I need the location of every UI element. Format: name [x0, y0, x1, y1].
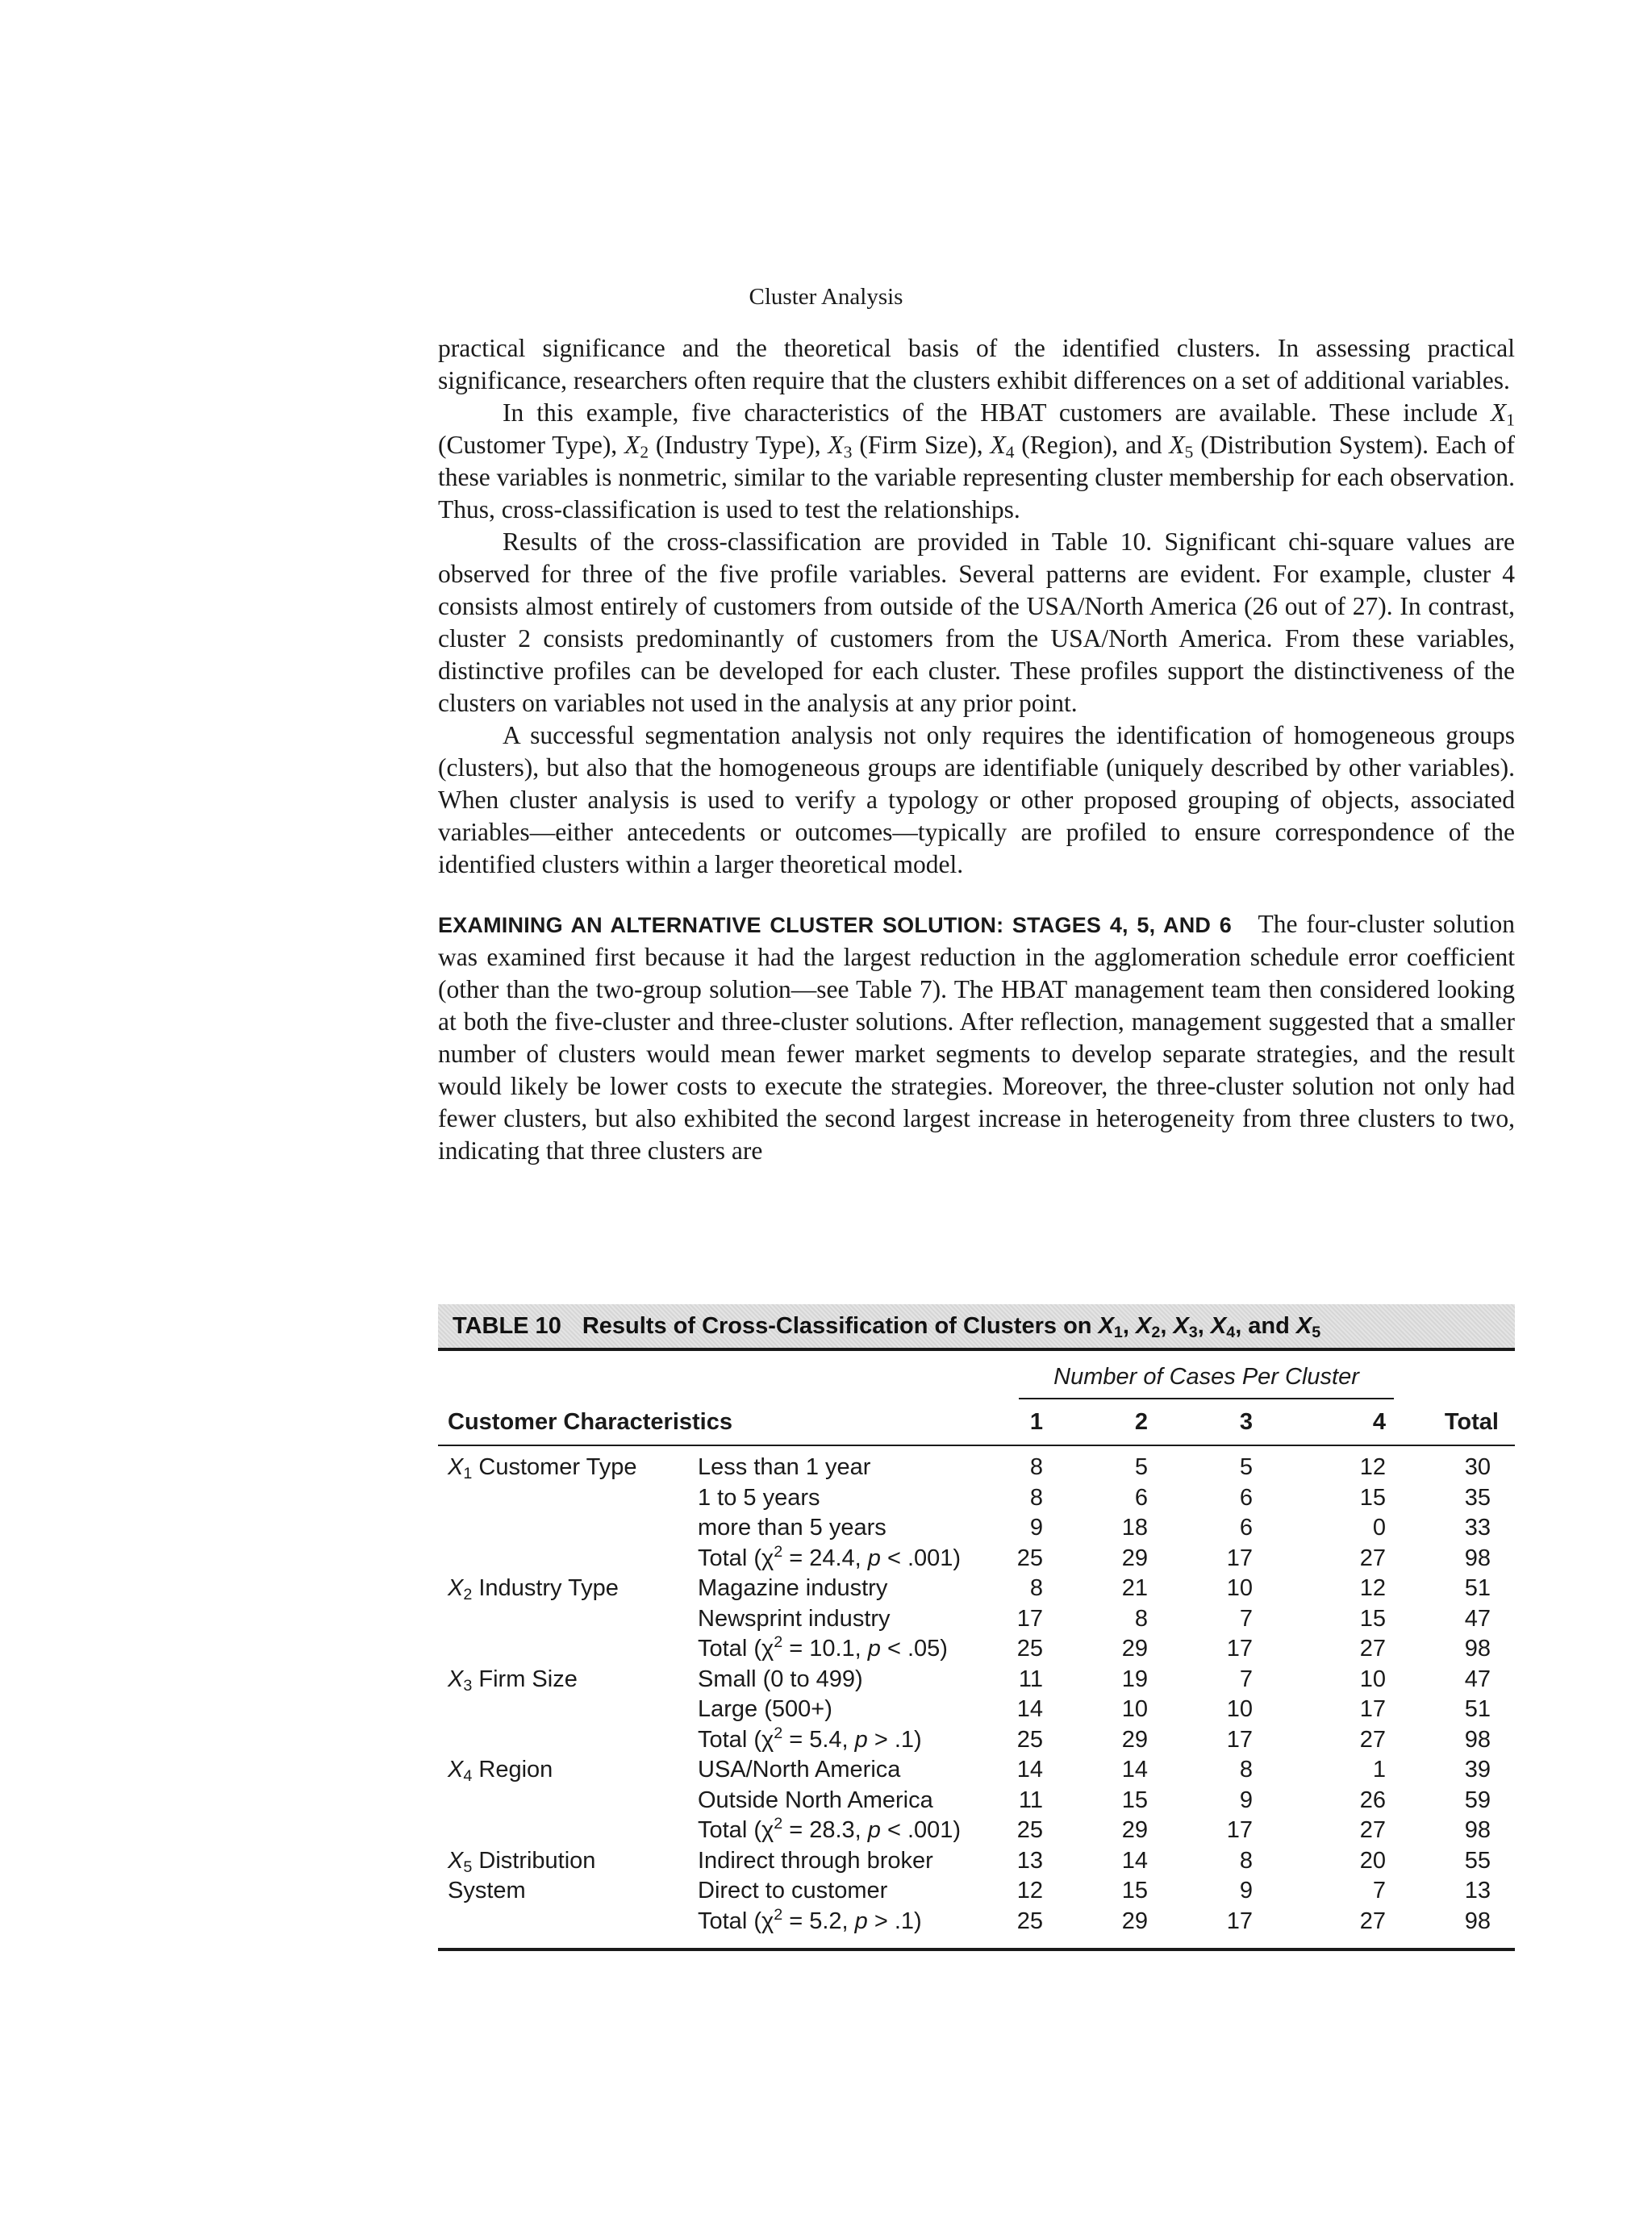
table-number: TABLE 10	[453, 1313, 561, 1339]
paragraph-2-text-1: (Customer Type),	[438, 431, 625, 459]
cell-total: 98	[1464, 1545, 1491, 1571]
cell-cluster-1: 14	[1016, 1696, 1043, 1722]
var-x2: X	[624, 431, 640, 459]
var-x5: X	[1169, 431, 1185, 459]
var-x4: X	[990, 431, 1006, 459]
body-text	[438, 332, 1515, 1167]
cell-total: 51	[1464, 1696, 1491, 1722]
cell-cluster-1: 25	[1016, 1636, 1043, 1662]
table-10	[438, 1304, 1515, 1951]
cell-cluster-2: 29	[1121, 1817, 1148, 1843]
cell-cluster-2: 29	[1121, 1636, 1148, 1662]
cell-cluster-4: 15	[1359, 1605, 1386, 1632]
cell-total: 47	[1464, 1605, 1491, 1632]
spanner-header: Number of Cases Per Cluster	[1053, 1364, 1359, 1390]
section-heading: EXAMINING AN ALTERNATIVE CLUSTER SOLUTION: STAGES 4, 5, AND 6	[438, 913, 1232, 937]
cell-cluster-2: 29	[1121, 1545, 1148, 1571]
table-row	[438, 1695, 1515, 1725]
col-header-1: 1	[1029, 1409, 1043, 1435]
cell-total: 51	[1464, 1575, 1491, 1601]
cell-total: 35	[1464, 1484, 1491, 1511]
cell-cluster-3: 8	[1239, 1757, 1253, 1783]
col-header-3: 3	[1239, 1409, 1253, 1435]
row-category-label: more than 5 years	[698, 1515, 886, 1541]
table-row	[438, 1574, 1515, 1604]
cell-cluster-3: 9	[1239, 1878, 1253, 1904]
cell-cluster-2: 29	[1121, 1726, 1148, 1753]
cell-cluster-4: 26	[1359, 1787, 1386, 1813]
cell-cluster-1: 8	[1029, 1454, 1043, 1480]
cell-cluster-2: 10	[1121, 1696, 1148, 1722]
cell-total: 33	[1464, 1515, 1491, 1541]
cell-cluster-4: 15	[1359, 1484, 1386, 1511]
cell-cluster-3: 8	[1239, 1847, 1253, 1874]
row-category-label: Total ($\chi^2 = 28.3$, p < .001)	[698, 1815, 962, 1843]
paragraph-3: Results of the cross-classification are provided in Table 10. Significant chi-square values are observed for three of the five profile variables. Several patterns are evident. For example, cluster 4 consists almost entirely of customers from outside of the USA/North America (26 out of 27). In contrast, cluster 2 consists predominantly of customers from the USA/North America. From these variables, distinctive profiles can be developed for each cluster. These profiles support the distinctiveness of the clusters on variables not used in the analysis at any prior point.	[438, 527, 1515, 717]
cell-total: 98	[1464, 1636, 1491, 1662]
row-category-label: Indirect through broker	[698, 1847, 933, 1874]
cell-cluster-1: 17	[1016, 1605, 1043, 1632]
row-category-label: Direct to customer	[698, 1878, 888, 1904]
cell-cluster-4: 12	[1359, 1575, 1386, 1601]
cell-cluster-2: 18	[1121, 1515, 1148, 1541]
cell-cluster-2: 8	[1134, 1605, 1148, 1632]
cell-cluster-4: 27	[1359, 1908, 1386, 1934]
row-category-label: USA/North America	[698, 1757, 901, 1783]
cell-cluster-4: 10	[1359, 1666, 1386, 1692]
cell-cluster-2: 5	[1134, 1454, 1148, 1480]
paragraph-2: In this example, five characteristics of the HBAT customers are available. These include $X_1$ (Customer Type), $X_2$ (Industry Type), $X_3$ (Firm Size), $X_4$ (Region), and $X_5$ (Distribution System). Each of these variables is nonmetric, similar to the variable representing cluster membership for each observation. Thus, cross-classification is used to test the relationships.	[438, 398, 1515, 523]
cell-cluster-4: 17	[1359, 1696, 1386, 1722]
row-category-label: Total ($\chi^2 = 24.4$, p < .001)	[698, 1542, 962, 1571]
table-header	[438, 1351, 1515, 1446]
table-row	[438, 1816, 1515, 1846]
table-row	[438, 1604, 1515, 1635]
table-row	[438, 1725, 1515, 1756]
col-header-2: 2	[1134, 1409, 1148, 1435]
cell-cluster-3: 10	[1226, 1696, 1253, 1722]
col-header-characteristics: Customer Characteristics	[448, 1409, 732, 1435]
cell-cluster-3: 9	[1239, 1787, 1253, 1813]
cell-total: 30	[1464, 1454, 1491, 1480]
cell-cluster-1: 25	[1016, 1726, 1043, 1753]
row-group-label: $X_2$ Industry Type	[448, 1575, 619, 1603]
spanner-rule	[1019, 1398, 1394, 1399]
cell-cluster-4: 1	[1372, 1757, 1386, 1783]
cell-cluster-1: 8	[1029, 1575, 1043, 1601]
cell-cluster-4: 27	[1359, 1726, 1386, 1753]
cell-cluster-3: 10	[1226, 1575, 1253, 1601]
cell-cluster-3: 6	[1239, 1484, 1253, 1511]
table-row	[438, 1786, 1515, 1816]
row-category-label: Newsprint industry	[698, 1605, 891, 1632]
paragraph-2-text-0: In this example, five characteristics of the HBAT customers are available. These include	[503, 398, 1491, 427]
cell-cluster-1: 11	[1018, 1787, 1043, 1813]
cell-cluster-2: 15	[1121, 1878, 1148, 1904]
table-row	[438, 1513, 1515, 1544]
paragraph-2-text-4: (Region), and	[1014, 431, 1170, 459]
table-row	[438, 1755, 1515, 1786]
cell-cluster-1: 12	[1016, 1878, 1043, 1904]
running-head: Cluster Analysis	[749, 284, 903, 310]
cell-cluster-3: 17	[1226, 1908, 1253, 1934]
col-header-4: 4	[1372, 1409, 1386, 1435]
cell-cluster-4: 0	[1372, 1515, 1386, 1541]
row-category-label: Total ($\chi^2 = 5.4$, p > .1)	[698, 1724, 922, 1753]
cell-cluster-3: 17	[1226, 1636, 1253, 1662]
cell-cluster-3: 6	[1239, 1515, 1253, 1541]
var-x3: X	[828, 431, 844, 459]
cell-cluster-2: 6	[1134, 1484, 1148, 1511]
cell-cluster-2: 21	[1121, 1575, 1148, 1601]
cell-cluster-3: 7	[1239, 1666, 1253, 1692]
table-row	[438, 1544, 1515, 1574]
row-category-label: Outside North America	[698, 1787, 933, 1813]
cell-cluster-4: 27	[1359, 1817, 1386, 1843]
cell-cluster-1: 11	[1018, 1666, 1043, 1692]
row-group-label: $X_3$ Firm Size	[448, 1666, 578, 1695]
table-row	[438, 1634, 1515, 1665]
cell-cluster-4: 20	[1359, 1847, 1386, 1874]
row-category-label: Large (500+)	[698, 1696, 832, 1722]
cell-cluster-1: 8	[1029, 1484, 1043, 1511]
paragraph-2-text-2: (Industry Type),	[649, 431, 828, 459]
cell-total: 98	[1464, 1908, 1491, 1934]
cell-cluster-1: 14	[1016, 1757, 1043, 1783]
cell-total: 47	[1464, 1666, 1491, 1692]
cell-cluster-1: 25	[1016, 1545, 1043, 1571]
cell-cluster-4: 12	[1359, 1454, 1386, 1480]
cell-cluster-3: 7	[1239, 1605, 1253, 1632]
row-category-label: Total ($\chi^2 = 10.1$, p < .05)	[698, 1633, 948, 1662]
cell-cluster-3: 17	[1226, 1545, 1253, 1571]
table-body	[438, 1446, 1515, 1951]
table-row	[438, 1846, 1515, 1877]
row-category-label: Less than 1 year	[698, 1454, 871, 1480]
table-row	[438, 1483, 1515, 1514]
paragraph-4: A successful segmentation analysis not only requires the identification of homogeneous groups (clusters), but also that the homogeneous groups are identifiable (uniquely described by other variables). When cluster analysis is used to verify a typology or other proposed grouping of objects, associated variables—either antecedents or outcomes—typically are profiled to ensure correspondence of the identified clusters within a larger theoretical model.	[438, 721, 1515, 878]
cell-cluster-4: 7	[1372, 1878, 1386, 1904]
cell-cluster-3: 17	[1226, 1726, 1253, 1753]
cell-cluster-3: 5	[1239, 1454, 1253, 1480]
paragraph-5	[438, 908, 1515, 1167]
row-category-label: Small (0 to 499)	[698, 1666, 863, 1692]
row-category-label: Magazine industry	[698, 1575, 888, 1601]
cell-total: 98	[1464, 1817, 1491, 1843]
paragraph-2-text-5: (Distribution System). Each of these variables is nonmetric, similar to the variable representing cluster membership for each observation. Thus, cross-classification is used to test the relationships.	[438, 431, 1515, 523]
cell-cluster-2: 19	[1121, 1666, 1148, 1692]
cell-total: 59	[1464, 1787, 1491, 1813]
cell-cluster-1: 25	[1016, 1908, 1043, 1934]
table-row	[438, 1876, 1515, 1907]
cell-total: 13	[1464, 1878, 1491, 1904]
cell-cluster-2: 29	[1121, 1908, 1148, 1934]
table-row	[438, 1453, 1515, 1483]
row-group-label: $X_4$ Region	[448, 1757, 553, 1785]
cell-cluster-2: 15	[1121, 1787, 1148, 1813]
col-header-total: Total	[1444, 1409, 1499, 1435]
cell-cluster-2: 14	[1121, 1757, 1148, 1783]
paragraph-5-text: The four-cluster solution was examined first because it had the largest reduction in the agglomeration schedule error coefficient (other than the two-group solution—see Table 7). The HBAT management team then considered looking at both the five-cluster and three-cluster solutions. After reflection, management suggested that a smaller number of clusters would mean fewer market segments to develop separate strategies, and the result would likely be lower costs to execute the strategies. Moreover, the three-cluster solution not only had fewer clusters, but also exhibited the second largest increase in heterogeneity from three clusters to two, indicating that three clusters are	[438, 910, 1515, 1165]
table-caption: TABLE 10 Results of Cross-Classification of Clusters on $X_1$, $X_2$, $X_3$, $X_4$, and $X_5$	[438, 1304, 1515, 1351]
paragraph-2-text-3: (Firm Size),	[852, 431, 991, 459]
row-category-label: Total ($\chi^2 = 5.2$, p > .1)	[698, 1905, 922, 1934]
row-group-label: System	[448, 1878, 526, 1904]
cell-total: 55	[1464, 1847, 1491, 1874]
cell-cluster-3: 17	[1226, 1817, 1253, 1843]
cell-cluster-2: 14	[1121, 1847, 1148, 1874]
table-title-prefix: Results of Cross-Classification of Clusters on	[582, 1313, 1099, 1339]
row-group-label: $X_1$ Customer Type	[448, 1454, 637, 1482]
cell-total: 98	[1464, 1726, 1491, 1753]
cell-cluster-1: 9	[1029, 1515, 1043, 1541]
row-category-label: 1 to 5 years	[698, 1484, 820, 1511]
table-row	[438, 1665, 1515, 1695]
cell-cluster-1: 13	[1016, 1847, 1043, 1874]
cell-total: 39	[1464, 1757, 1491, 1783]
cell-cluster-1: 25	[1016, 1817, 1043, 1843]
var-x1: X	[1491, 398, 1507, 427]
table-row	[438, 1907, 1515, 1937]
row-group-label: $X_5$ Distribution	[448, 1847, 596, 1876]
cell-cluster-4: 27	[1359, 1545, 1386, 1571]
cell-cluster-4: 27	[1359, 1636, 1386, 1662]
paragraph-1: practical significance and the theoretical basis of the identified clusters. In assessing practical significance, researchers often require that the clusters exhibit differences on a set of additional variables.	[438, 334, 1515, 394]
